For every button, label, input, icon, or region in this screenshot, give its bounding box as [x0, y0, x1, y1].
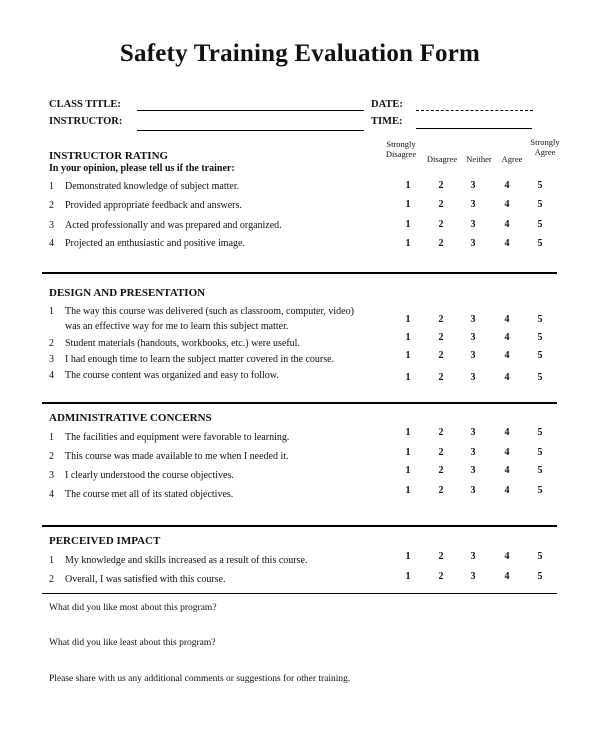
- rating-option-5[interactable]: 5: [537, 219, 543, 230]
- rating-option-5[interactable]: 5: [537, 551, 543, 562]
- section-title-administrative-concerns: ADMINISTRATIVE CONCERNS: [49, 412, 212, 424]
- item-number: 4: [49, 238, 54, 249]
- rating-option-1[interactable]: 1: [405, 219, 411, 230]
- date-field[interactable]: [416, 110, 533, 111]
- rating-option-4[interactable]: 4: [504, 485, 510, 496]
- rating-option-1[interactable]: 1: [405, 314, 411, 325]
- rating-option-1[interactable]: 1: [405, 571, 411, 582]
- item-text: The facilities and equipment were favorable to learning.: [65, 432, 290, 443]
- item-text: Demonstrated knowledge of subject matter.: [65, 181, 240, 192]
- item-text: Projected an enthusiastic and positive image.: [65, 238, 245, 249]
- item-text: Overall, I was satisfied with this course.: [65, 574, 226, 585]
- rating-option-2[interactable]: 2: [438, 199, 444, 210]
- rating-option-4[interactable]: 4: [504, 219, 510, 230]
- item-number: 1: [49, 306, 54, 317]
- rating-option-3[interactable]: 3: [470, 372, 476, 383]
- rating-option-3[interactable]: 3: [470, 332, 476, 343]
- rating-option-3[interactable]: 3: [470, 427, 476, 438]
- scale-strongly-agree-line1: Strongly: [530, 137, 560, 147]
- rating-option-4[interactable]: 4: [504, 180, 510, 191]
- rating-option-2[interactable]: 2: [438, 219, 444, 230]
- page-title: Safety Training Evaluation Form: [119, 40, 481, 67]
- rating-option-5[interactable]: 5: [537, 238, 543, 249]
- rating-option-2[interactable]: 2: [438, 465, 444, 476]
- rating-option-5[interactable]: 5: [537, 465, 543, 476]
- rating-option-4[interactable]: 4: [504, 372, 510, 383]
- rating-option-5[interactable]: 5: [537, 314, 543, 325]
- rating-option-5[interactable]: 5: [537, 571, 543, 582]
- item-number: 2: [49, 574, 54, 585]
- item-number: 2: [49, 451, 54, 462]
- section-divider: [42, 272, 557, 274]
- rating-option-4[interactable]: 4: [504, 427, 510, 438]
- rating-option-4[interactable]: 4: [504, 199, 510, 210]
- rating-option-1[interactable]: 1: [405, 427, 411, 438]
- instructor-field[interactable]: [137, 130, 364, 131]
- rating-option-2[interactable]: 2: [438, 427, 444, 438]
- rating-option-3[interactable]: 3: [470, 465, 476, 476]
- section-title-instructor-rating: INSTRUCTOR RATING: [49, 150, 169, 162]
- rating-option-2[interactable]: 2: [438, 447, 444, 458]
- section-title-design-presentation: DESIGN AND PRESENTATION: [49, 287, 206, 299]
- item-text: Student materials (handouts, workbooks, etc.) were useful.: [65, 338, 300, 349]
- section-subtitle-instructor-rating: In your opinion, please tell us if the trainer:: [49, 163, 235, 174]
- rating-option-2[interactable]: 2: [438, 372, 444, 383]
- item-text-line1: The way this course was delivered (such as classroom, computer, video): [65, 306, 354, 317]
- rating-option-2[interactable]: 2: [438, 238, 444, 249]
- section-divider: [42, 593, 557, 594]
- rating-option-1[interactable]: 1: [405, 485, 411, 496]
- class-title-field[interactable]: [137, 110, 364, 111]
- rating-option-5[interactable]: 5: [537, 199, 543, 210]
- rating-option-3[interactable]: 3: [470, 350, 476, 361]
- scale-strongly-disagree-line2: Disagree: [385, 149, 417, 159]
- rating-option-2[interactable]: 2: [438, 180, 444, 191]
- rating-option-2[interactable]: 2: [438, 350, 444, 361]
- rating-option-3[interactable]: 3: [470, 485, 476, 496]
- item-number: 2: [49, 338, 54, 349]
- rating-option-1[interactable]: 1: [405, 238, 411, 249]
- item-number: 1: [49, 432, 54, 443]
- rating-option-5[interactable]: 5: [537, 180, 543, 191]
- scale-disagree: Disagree: [426, 154, 458, 164]
- date-label: DATE:: [371, 99, 403, 110]
- item-number: 1: [49, 181, 54, 192]
- rating-option-3[interactable]: 3: [470, 447, 476, 458]
- scale-strongly-agree-line2: Agree: [534, 147, 556, 157]
- rating-option-4[interactable]: 4: [504, 332, 510, 343]
- rating-option-3[interactable]: 3: [470, 551, 476, 562]
- scale-strongly-disagree: [378, 139, 424, 159]
- rating-option-4[interactable]: 4: [504, 465, 510, 476]
- rating-option-5[interactable]: 5: [537, 485, 543, 496]
- question-like-most: What did you like most about this program?: [49, 603, 217, 613]
- question-additional-comments: Please share with us any additional comments or suggestions for other training.: [49, 674, 351, 684]
- section-divider: [42, 525, 557, 527]
- item-text: The course met all of its stated objectives.: [65, 489, 234, 500]
- item-number: 1: [49, 555, 54, 566]
- instructor-label: INSTRUCTOR:: [49, 116, 123, 127]
- rating-option-4[interactable]: 4: [504, 551, 510, 562]
- rating-option-1[interactable]: 1: [405, 350, 411, 361]
- rating-option-4[interactable]: 4: [504, 314, 510, 325]
- item-number: 2: [49, 200, 54, 211]
- rating-option-3[interactable]: 3: [470, 199, 476, 210]
- rating-option-2[interactable]: 2: [438, 571, 444, 582]
- item-text: Provided appropriate feedback and answers.: [65, 200, 242, 211]
- rating-option-2[interactable]: 2: [438, 332, 444, 343]
- time-label: TIME:: [371, 116, 403, 127]
- rating-option-1[interactable]: 1: [405, 447, 411, 458]
- scale-strongly-disagree-line1: Strongly: [386, 139, 416, 149]
- item-number: 3: [49, 470, 54, 481]
- rating-option-3[interactable]: 3: [470, 219, 476, 230]
- class-title-label: CLASS TITLE:: [49, 99, 121, 110]
- rating-option-3[interactable]: 3: [470, 314, 476, 325]
- item-number: 3: [49, 354, 54, 365]
- item-number: 4: [49, 370, 54, 381]
- section-title-perceived-impact: PERCEIVED IMPACT: [49, 535, 161, 547]
- rating-option-1[interactable]: 1: [405, 372, 411, 383]
- item-number: 4: [49, 489, 54, 500]
- rating-option-5[interactable]: 5: [537, 372, 543, 383]
- scale-neither: Neither: [466, 154, 492, 164]
- rating-option-3[interactable]: 3: [470, 180, 476, 191]
- rating-option-5[interactable]: 5: [537, 447, 543, 458]
- rating-option-2[interactable]: 2: [438, 485, 444, 496]
- rating-option-4[interactable]: 4: [504, 350, 510, 361]
- item-text: This course was made available to me when I needed it.: [65, 451, 289, 462]
- rating-option-4[interactable]: 4: [504, 571, 510, 582]
- rating-option-1[interactable]: 1: [405, 180, 411, 191]
- rating-option-2[interactable]: 2: [438, 551, 444, 562]
- rating-option-1[interactable]: 1: [405, 551, 411, 562]
- item-text: I clearly understood the course objectives.: [65, 470, 234, 481]
- rating-option-1[interactable]: 1: [405, 332, 411, 343]
- rating-option-5[interactable]: 5: [537, 332, 543, 343]
- rating-option-2[interactable]: 2: [438, 314, 444, 325]
- item-number: 3: [49, 220, 54, 231]
- item-text: Acted professionally and was prepared and organized.: [65, 220, 282, 231]
- section-divider: [42, 402, 557, 404]
- scale-agree: Agree: [501, 154, 523, 164]
- rating-option-1[interactable]: 1: [405, 465, 411, 476]
- scale-strongly-agree: [522, 137, 568, 157]
- rating-option-3[interactable]: 3: [470, 571, 476, 582]
- item-text: My knowledge and skills increased as a result of this course.: [65, 555, 308, 566]
- item-text-line2: was an effective way for me to learn this subject matter.: [65, 321, 289, 332]
- time-field[interactable]: [416, 128, 532, 129]
- rating-option-4[interactable]: 4: [504, 238, 510, 249]
- rating-option-1[interactable]: 1: [405, 199, 411, 210]
- rating-option-5[interactable]: 5: [537, 427, 543, 438]
- item-text: I had enough time to learn the subject matter covered in the course.: [65, 354, 335, 365]
- rating-option-4[interactable]: 4: [504, 447, 510, 458]
- item-text: The course content was organized and easy to follow.: [65, 370, 279, 381]
- rating-option-5[interactable]: 5: [537, 350, 543, 361]
- question-like-least: What did you like least about this program?: [49, 638, 216, 648]
- rating-option-3[interactable]: 3: [470, 238, 476, 249]
